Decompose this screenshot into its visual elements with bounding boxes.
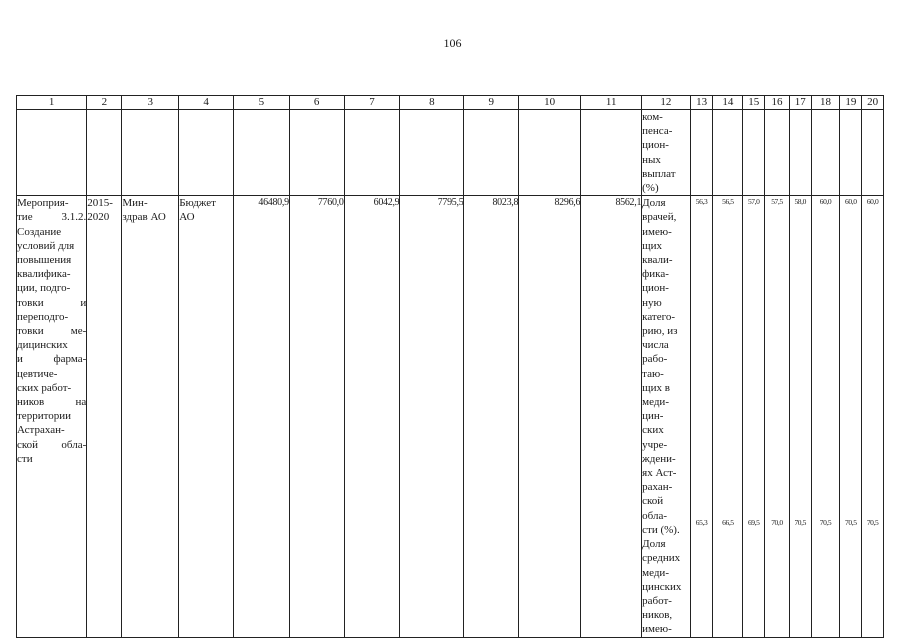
- header-cell-7: 7: [344, 96, 400, 110]
- cell: [122, 110, 179, 196]
- indicator-text-line: сти (%).: [642, 523, 680, 536]
- indicator-text-line: работ-: [642, 594, 672, 607]
- header-cell-1: 1: [17, 96, 87, 110]
- indicator-value-cell: [713, 196, 743, 637]
- cell: [811, 110, 840, 196]
- continuation-row: [17, 110, 884, 196]
- indicator-text-line: ную: [642, 296, 662, 309]
- indicator-text-line: имею-: [642, 225, 672, 238]
- measure-name-line: ции, подго-: [17, 282, 71, 295]
- indicator-text-line: ком-: [642, 111, 663, 123]
- cell: [743, 110, 765, 196]
- indicator-text-line: ях Аст-: [642, 467, 677, 480]
- indicator-value: 60,0: [819, 197, 832, 207]
- indicator-value: 56,5: [722, 197, 734, 207]
- measure-name-line: Астрахан-: [17, 424, 65, 437]
- indicator-text-line: щих: [642, 239, 662, 252]
- cell: [179, 110, 234, 196]
- cell: [789, 110, 811, 196]
- indicator-text-line: Доля: [642, 538, 666, 551]
- indicator-value: 56,3: [695, 197, 708, 207]
- indicator-value: 58,0: [794, 197, 806, 207]
- indicator-text-line: ской: [642, 495, 664, 508]
- executor-line: здрав АО: [122, 211, 166, 224]
- program-table: [16, 95, 884, 638]
- indicator-value-cell: [840, 196, 862, 637]
- header-cell-13: 13: [690, 96, 713, 110]
- indicator-text-cell: [642, 196, 691, 637]
- cell: [344, 110, 400, 196]
- cell: [233, 110, 289, 196]
- period-line: 2015-: [87, 197, 113, 210]
- indicator-text-line: катего-: [642, 310, 676, 323]
- executor-line: Мин-: [122, 197, 148, 210]
- measure-name-line: Мероприя-: [17, 197, 69, 210]
- header-cell-4: 4: [179, 96, 234, 110]
- measure-name-line: Создание: [17, 225, 62, 238]
- measure-name-line: повышения: [17, 254, 72, 267]
- indicator-value: 70,5: [794, 518, 806, 528]
- header-cell-18: 18: [811, 96, 840, 110]
- header-cell-2: 2: [87, 96, 122, 110]
- cell: [464, 110, 519, 196]
- period-cell: [87, 196, 122, 637]
- measure-name-line: цевтиче-: [17, 367, 58, 380]
- indicator-text-line: рабо-: [642, 353, 668, 366]
- executor-cell: [122, 196, 179, 637]
- indicator-text-cell: [642, 110, 691, 196]
- header-cell-8: 8: [400, 96, 464, 110]
- indicator-value: 69,5: [747, 518, 760, 528]
- measure-name-line: товки и: [17, 296, 87, 309]
- indicator-value: 66,5: [722, 518, 734, 528]
- funding-source-line: АО: [179, 211, 195, 224]
- cell: [519, 110, 581, 196]
- indicator-text-line: врачей,: [642, 211, 677, 224]
- indicator-value: 65,3: [695, 518, 708, 528]
- cell: [17, 110, 87, 196]
- indicator-text-line: квали-: [642, 254, 673, 267]
- indicator-value-cell: [811, 196, 840, 637]
- cell: [862, 110, 884, 196]
- measure-name-line: дицинских: [17, 339, 68, 352]
- measure-name-cell: [17, 196, 87, 637]
- cell: [713, 110, 743, 196]
- measure-name-line: условий для: [17, 239, 75, 252]
- header-cell-14: 14: [713, 96, 743, 110]
- cell: [87, 110, 122, 196]
- cell: [400, 110, 464, 196]
- header-cell-10: 10: [519, 96, 581, 110]
- indicator-value-cell: [789, 196, 811, 637]
- funding-source-cell: [179, 196, 234, 637]
- indicator-value-cell: [743, 196, 765, 637]
- measure-name-line: и фарма-: [17, 353, 87, 366]
- header-cell-17: 17: [789, 96, 811, 110]
- indicator-text-line: ских: [642, 424, 664, 437]
- measure-name-line: товки ме-: [17, 325, 87, 338]
- indicator-text-line: ных: [642, 153, 661, 166]
- indicator-text-line: щих в: [642, 381, 670, 394]
- funding-source-line: Бюджет: [179, 197, 216, 210]
- indicator-text-line: фика-: [642, 268, 669, 281]
- cell: [690, 110, 713, 196]
- indicator-text-line: ников,: [642, 609, 673, 622]
- page-number: 106: [443, 36, 462, 50]
- measure-name-line: ников на: [17, 396, 87, 409]
- header-cell-9: 9: [464, 96, 519, 110]
- cell: [765, 110, 790, 196]
- indicator-text-line: рию, из: [642, 325, 678, 338]
- indicator-text-line: Доля: [642, 197, 666, 210]
- indicator-text-line: имею-: [642, 623, 672, 636]
- header-cell-6: 6: [289, 96, 344, 110]
- indicator-text-line: цинских: [642, 580, 682, 593]
- indicator-value-cell: [862, 196, 884, 637]
- indicator-value: 70,5: [866, 518, 879, 528]
- amount-2020-cell: 8562,1: [581, 196, 642, 637]
- header-cell-3: 3: [122, 96, 179, 110]
- indicator-text-line: ждени-: [642, 452, 676, 465]
- measure-name-line: территории: [17, 410, 72, 423]
- indicator-value: 60,0: [866, 197, 879, 207]
- indicator-text-line: выплат: [642, 167, 676, 180]
- indicator-value: 60,0: [845, 197, 857, 207]
- indicator-value: 57,5: [771, 197, 783, 207]
- indicator-value: 70,5: [845, 518, 857, 528]
- measure-name-line: квалифика-: [17, 268, 71, 281]
- indicator-value: 70,0: [771, 518, 783, 528]
- indicator-text-line: цион-: [642, 139, 669, 152]
- indicator-text-line: средних: [642, 552, 681, 565]
- measure-name-line: ской обла-: [17, 438, 87, 451]
- header-cell-12: 12: [642, 96, 691, 110]
- indicator-value-cell: [690, 196, 713, 637]
- cell: [840, 110, 862, 196]
- indicator-value: 70,5: [819, 518, 832, 528]
- cell: [581, 110, 642, 196]
- measure-name-line: переподго-: [17, 310, 69, 323]
- cell: [289, 110, 344, 196]
- header-cell-20: 20: [862, 96, 884, 110]
- header-cell-16: 16: [765, 96, 790, 110]
- indicator-text-line: учре-: [642, 438, 668, 451]
- amount-2019-cell: 8296,6: [519, 196, 581, 637]
- measure-name-line: тие 3.1.2.: [17, 211, 87, 224]
- period-line: 2020: [87, 211, 110, 224]
- indicator-value: 57,0: [747, 197, 760, 207]
- header-cell-5: 5: [233, 96, 289, 110]
- header-row: [17, 96, 884, 110]
- measure-name-line: ских работ-: [17, 381, 72, 394]
- header-cell-15: 15: [743, 96, 765, 110]
- indicator-text-line: таю-: [642, 367, 664, 380]
- indicator-text-line: обла-: [642, 509, 667, 522]
- indicator-text-line: пенса-: [642, 125, 673, 138]
- indicator-text-line: числа: [642, 339, 669, 352]
- indicator-text-line: (%): [642, 182, 659, 195]
- indicator-text-line: меди-: [642, 566, 669, 579]
- indicator-text-line: меди-: [642, 396, 669, 409]
- measure-row: [17, 196, 884, 637]
- indicator-text-line: рахан-: [642, 481, 673, 494]
- header-cell-19: 19: [840, 96, 862, 110]
- total-amount-cell: 46480,9: [233, 196, 289, 637]
- amount-2018-cell: 8023,8: [464, 196, 519, 637]
- indicator-text-line: цин-: [642, 410, 664, 423]
- header-cell-11: 11: [581, 96, 642, 110]
- amount-2016-cell: 6042,9: [344, 196, 400, 637]
- indicator-text-line: цион-: [642, 282, 669, 295]
- amount-2015-cell: 7760,0: [289, 196, 344, 637]
- measure-name-line: сти: [17, 452, 33, 465]
- indicator-value-cell: [765, 196, 790, 637]
- amount-2017-cell: 7795,5: [400, 196, 464, 637]
